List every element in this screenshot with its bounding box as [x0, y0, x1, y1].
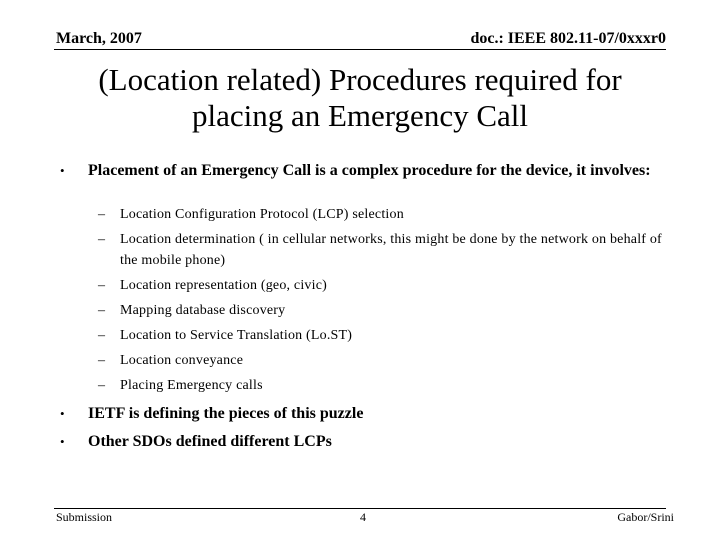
sub-marker: – [98, 328, 106, 343]
sub-marker: – [98, 378, 106, 393]
sub-text: Location to Service Translation (Lo.ST) [120, 328, 353, 343]
page-number: 4 [360, 510, 366, 524]
bullet-text: IETF is defining the pieces of this puzzle [88, 405, 364, 422]
bullet-marker: • [60, 434, 65, 449]
slide-title-line-1: (Location related) Procedures required for [98, 62, 622, 97]
footer-author: Gabor/Srini [617, 510, 674, 524]
sub-text: Mapping database discovery [120, 303, 286, 318]
bullet-marker: • [60, 163, 65, 178]
sub-marker: – [98, 207, 106, 222]
sub-marker: – [98, 232, 106, 247]
header-divider [54, 49, 666, 50]
slide-title-line-2: placing an Emergency Call [191, 98, 528, 133]
footer-submission: Submission [56, 510, 113, 524]
sub-marker: – [98, 353, 106, 368]
sub-text: Location Configuration Protocol (LCP) selection [120, 207, 404, 222]
bullet-marker: • [60, 406, 65, 421]
header-doc-id: doc.: IEEE 802.11-07/0xxxr0 [470, 30, 666, 47]
sub-text: Placing Emergency calls [120, 378, 263, 393]
sub-text: Location conveyance [120, 353, 244, 368]
header-date: March, 2007 [56, 30, 142, 47]
sub-text: Location determination ( in cellular networks, this might be done by the network on behalf of the mobile phone) [120, 232, 662, 268]
sub-text: Location representation (geo, civic) [120, 278, 328, 293]
sub-marker: – [98, 303, 106, 318]
bullet-text: Other SDOs defined different LCPs [88, 433, 332, 450]
slide-title [40, 62, 680, 134]
sub-marker: – [98, 278, 106, 293]
bullet-text: Placement of an Emergency Call is a complex procedure for the device, it involves: [88, 162, 651, 179]
